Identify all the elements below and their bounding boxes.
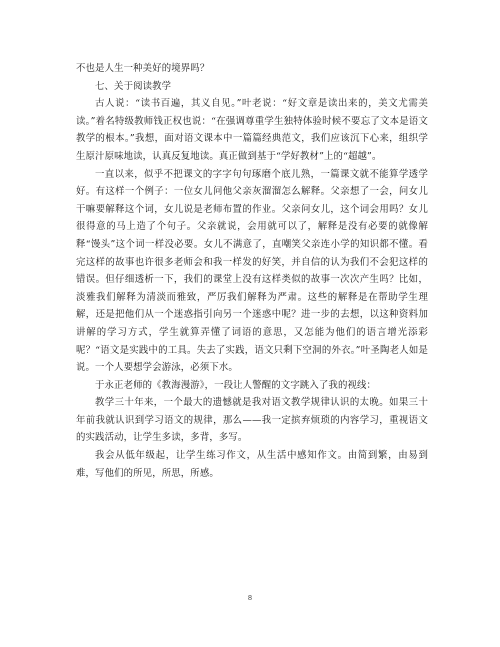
paragraph-writing-practice: 我会从低年级起，让学生练习作文，从生活中感知作文。由简到繁，由易到难，写他们的所见，所思，所感。: [76, 450, 428, 479]
paragraph-thirty-years: 教学三十年来，一个最大的遗憾就是我对语文教学规律认识的太晚。如果三十年前我就认识到学习语文的规律，那么——我一定摈弃烦琐的内容学习，重视语文的实践活动，让学生多读，多背，多写。: [76, 397, 428, 444]
document-page: [76, 60, 428, 482]
paragraph-ancient-saying: 古人说：“读书百遍，其义自见。”叶老说：“好文章是读出来的，美文尤需美读。”着名特级教师钱正权也说：“在强调尊重学生独特体验时候不要忘了文本是语文教学的根本。”我想，面对语文课本中一篇篇经典范文，我们应该沉下心来，组织学生原汁原味地读，认真反复地读。真正做到基于“学好教材”上的“超越”。: [76, 98, 428, 162]
paragraph-continuation: 不也是人生一种美好的境界吗？: [76, 63, 210, 74]
section-heading-reading-teaching: 七、关于阅读教学: [95, 80, 172, 92]
paragraph-word-explanation: 一直以来，似乎不把课文的字字句句琢磨个底儿熟，一篇课文就不能算学透学好。有这样一个例子：一位女儿问他父亲灰溜溜怎么解释。父亲想了一会，问女儿干嘛要解释这个词，女儿说是老师布置的作业。父亲问女儿，这个词会用吗？女儿很得意的马上造了个句子。父亲就说，会用就可以了，解释是没有必要的就像解释“馒头”这个词一样没必要。女儿不满意了，直嘲笑父亲连小学的知识都不懂。看完这样的故事也许很多老师会和我一样发的好笑，并自信的认为我们不会犯这样的错误。但仔细透析一下，我们的课堂上没有这样类似的故事一次次产生吗？比如，淡雅我们解释为清淡而雅致，严厉我们解释为严肃。这些的解释是在帮助学生理解，还是把他们从一个迷惑指引向另一个迷惑中呢？进一步的去想，以这种资料加讲解的学习方式，学生就算弄懂了词语的意思，又怎能为他们的语言增光添彩呢？“语文是实践中的工具。失去了实践，语文只剩下空洞的外衣。”叶圣陶老人如是说。一个人要想学会游泳，必须下水。: [76, 168, 428, 374]
paragraph-yu-yongzheng: 于永正老师的《教海漫游》，一段让人警醒的文字跳入了我的视线：: [95, 379, 377, 391]
page-number: 8: [247, 594, 253, 602]
